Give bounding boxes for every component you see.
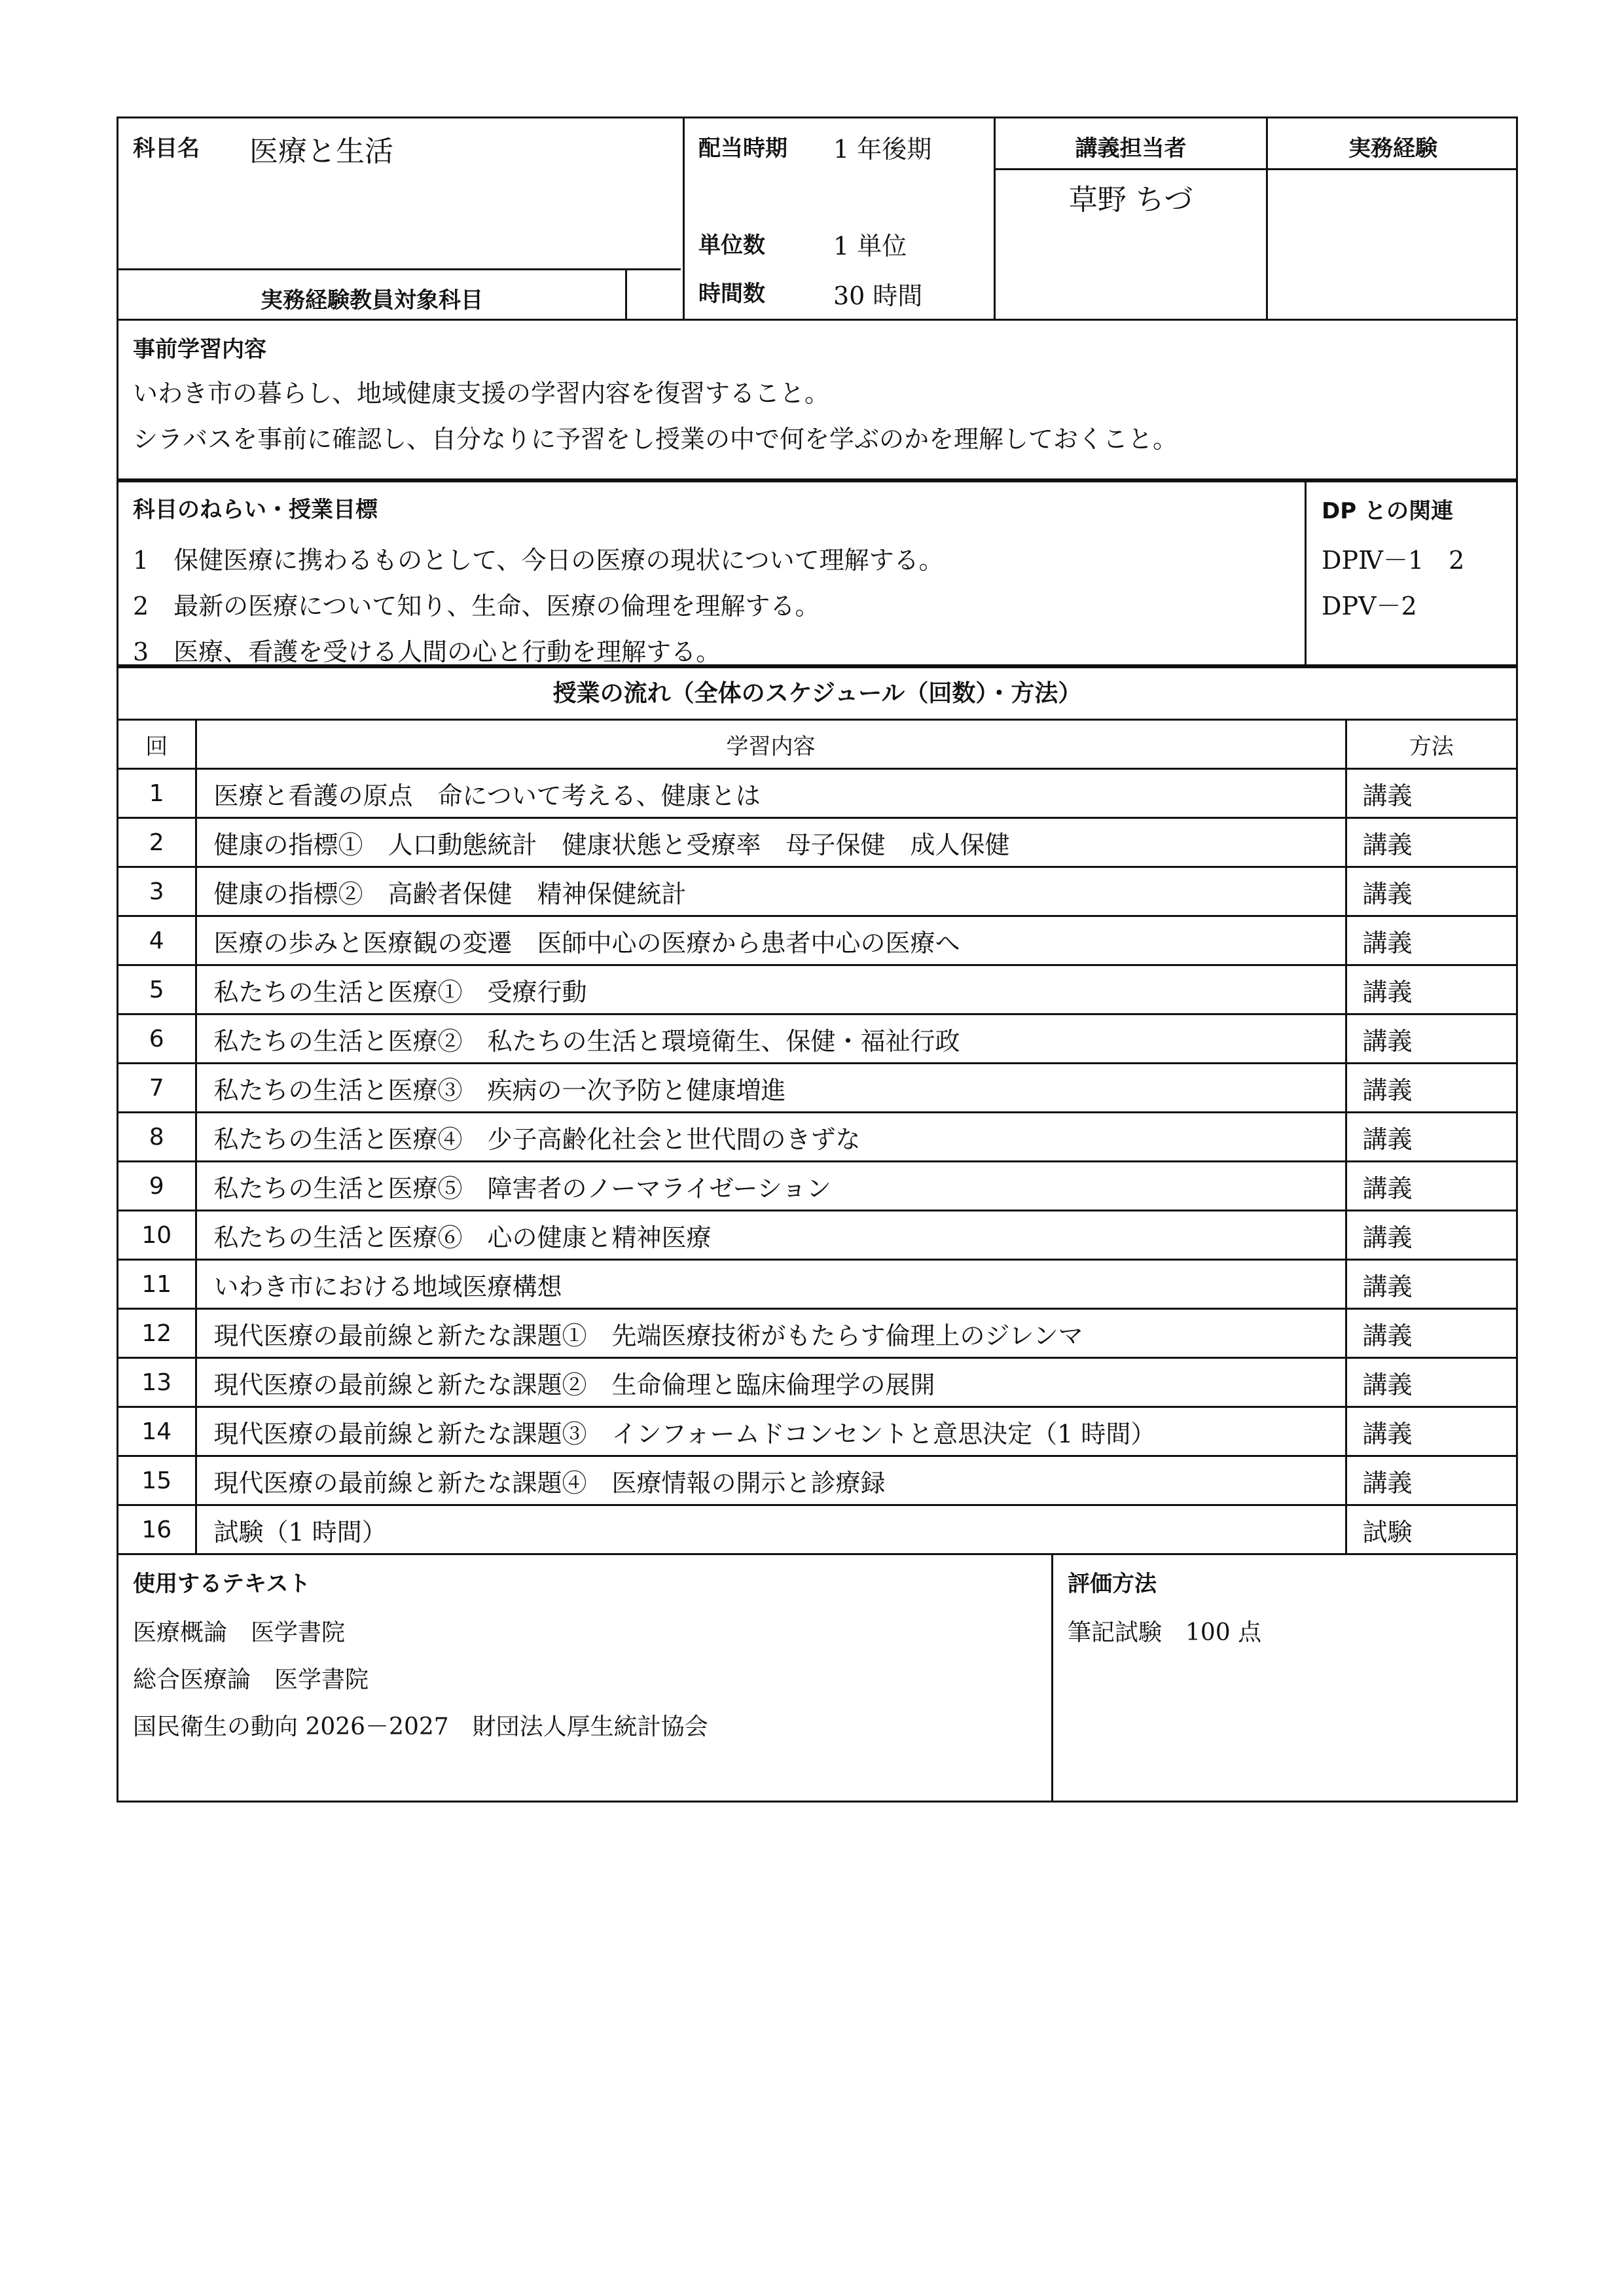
header-block [117, 117, 1518, 321]
prep-block [117, 321, 1518, 480]
table-row [118, 867, 1516, 916]
session-content: 私たちの生活と医療① 受療行動 [196, 965, 1346, 1014]
text-item: 医療概論 医学書院 [133, 1619, 346, 1646]
session-content: いわき市における地域医療構想 [196, 1260, 1346, 1309]
aim-item: 3 医療、看護を受ける人間の心と行動を理解する。 [133, 637, 721, 666]
hours-value: 30 時間 [833, 281, 923, 310]
session-no: 3 [118, 867, 196, 916]
session-content: 試験（1 時間） [196, 1505, 1346, 1554]
session-no: 14 [118, 1407, 196, 1456]
table-row [118, 965, 1516, 1014]
session-method: 講義 [1346, 916, 1516, 965]
evaluation-label: 評価方法 [1068, 1571, 1157, 1597]
session-no: 9 [118, 1162, 196, 1211]
col-content-header: 学習内容 [196, 720, 1346, 769]
schedule-header-row [118, 720, 1516, 769]
table-row [118, 1211, 1516, 1260]
table-row [118, 1064, 1516, 1113]
table-row [118, 1456, 1516, 1505]
aims-label: 科目のねらい・授業目標 [133, 497, 378, 523]
table-row [118, 1505, 1516, 1554]
texts-block [117, 1555, 1518, 1803]
dp-item: DPⅣ－1 2 [1322, 546, 1465, 575]
session-content: 現代医療の最前線と新たな課題③ インフォームドコンセントと意思決定（1 時間） [196, 1407, 1346, 1456]
session-no: 15 [118, 1456, 196, 1505]
session-no: 10 [118, 1211, 196, 1260]
session-content: 私たちの生活と医療② 私たちの生活と環境衛生、保健・福祉行政 [196, 1014, 1346, 1064]
period-value: 1 年後期 [833, 135, 932, 164]
practical-subject-label: 実務経験教員対象科目 [261, 287, 483, 314]
session-no: 6 [118, 1014, 196, 1064]
session-no: 13 [118, 1358, 196, 1407]
credits-value: 1 単位 [833, 232, 907, 260]
session-method: 講義 [1346, 965, 1516, 1014]
dp-label: DP との関連 [1322, 498, 1453, 524]
table-row [118, 1358, 1516, 1407]
session-method: 講義 [1346, 1162, 1516, 1211]
text-item: 総合医療論 医学書院 [133, 1666, 369, 1693]
aims-block [117, 480, 1518, 666]
prep-line: いわき市の暮らし、地域健康支援の学習内容を復習すること。 [133, 379, 830, 408]
table-row [118, 1260, 1516, 1309]
session-no: 4 [118, 916, 196, 965]
session-content: 私たちの生活と医療⑤ 障害者のノーマライゼーション [196, 1162, 1346, 1211]
session-no: 8 [118, 1113, 196, 1162]
instructor-value: 草野 ちづ [1068, 183, 1193, 217]
session-content: 医療と看護の原点 命について考える、健康とは [196, 769, 1346, 818]
table-row [118, 1309, 1516, 1358]
session-method: 講義 [1346, 1407, 1516, 1456]
session-method: 講義 [1346, 818, 1516, 867]
subject-value: 医療と生活 [249, 135, 393, 168]
table-row [118, 769, 1516, 818]
session-content: 現代医療の最前線と新たな課題② 生命倫理と臨床倫理学の展開 [196, 1358, 1346, 1407]
session-method: 講義 [1346, 1309, 1516, 1358]
table-row [118, 1113, 1516, 1162]
prep-line: シラバスを事前に確認し、自分なりに予習をし授業の中で何を学ぶのかを理解しておくこと。 [133, 425, 1178, 454]
schedule-title: 授業の流れ（全体のスケジュール（回数）・方法） [552, 680, 1082, 707]
session-no: 5 [118, 965, 196, 1014]
col-method-header: 方法 [1346, 720, 1516, 769]
hours-label: 時間数 [698, 281, 765, 307]
subject-label: 科目名 [133, 135, 200, 162]
session-no: 11 [118, 1260, 196, 1309]
session-content: 健康の指標① 人口動態統計 健康状態と受療率 母子保健 成人保健 [196, 818, 1346, 867]
table-row [118, 1014, 1516, 1064]
session-method: 講義 [1346, 1113, 1516, 1162]
aim-item: 1 保健医療に携わるものとして、今日の医療の現状について理解する。 [133, 546, 944, 575]
session-content: 現代医療の最前線と新たな課題① 先端医療技術がもたらす倫理上のジレンマ [196, 1309, 1346, 1358]
experience-label: 実務経験 [1348, 135, 1437, 162]
session-method: 講義 [1346, 1358, 1516, 1407]
session-no: 12 [118, 1309, 196, 1358]
table-row [118, 818, 1516, 867]
session-method: 講義 [1346, 1064, 1516, 1113]
schedule-block [117, 666, 1518, 1555]
session-method: 講義 [1346, 1211, 1516, 1260]
evaluation-value: 筆記試験 100 点 [1068, 1619, 1262, 1646]
prep-label: 事前学習内容 [133, 336, 266, 363]
session-content: 私たちの生活と医療④ 少子高齢化社会と世代間のきずな [196, 1113, 1346, 1162]
texts-label: 使用するテキスト [133, 1571, 311, 1597]
dp-item: DPⅤ－2 [1322, 592, 1417, 620]
session-method: 講義 [1346, 1014, 1516, 1064]
credits-label: 単位数 [698, 232, 765, 259]
session-no: 7 [118, 1064, 196, 1113]
session-method: 講義 [1346, 769, 1516, 818]
schedule-table [118, 719, 1516, 1553]
session-no: 2 [118, 818, 196, 867]
session-content: 健康の指標② 高齢者保健 精神保健統計 [196, 867, 1346, 916]
table-row [118, 1162, 1516, 1211]
table-row [118, 1407, 1516, 1456]
session-content: 医療の歩みと医療観の変遷 医師中心の医療から患者中心の医療へ [196, 916, 1346, 965]
session-method: 講義 [1346, 1456, 1516, 1505]
session-method: 試験 [1346, 1505, 1516, 1554]
session-no: 16 [118, 1505, 196, 1554]
instructor-label: 講義担当者 [1075, 135, 1187, 162]
session-no: 1 [118, 769, 196, 818]
syllabus-page [117, 117, 1518, 1803]
col-no-header: 回 [118, 720, 196, 769]
session-method: 講義 [1346, 1260, 1516, 1309]
session-content: 現代医療の最前線と新たな課題④ 医療情報の開示と診療録 [196, 1456, 1346, 1505]
session-method: 講義 [1346, 867, 1516, 916]
period-label: 配当時期 [698, 135, 787, 162]
session-content: 私たちの生活と医療③ 疾病の一次予防と健康増進 [196, 1064, 1346, 1113]
aim-item: 2 最新の医療について知り、生命、医療の倫理を理解する。 [133, 592, 820, 620]
table-row [118, 916, 1516, 965]
text-item: 国民衛生の動向 2026－2027 財団法人厚生統計協会 [133, 1713, 708, 1740]
session-content: 私たちの生活と医療⑥ 心の健康と精神医療 [196, 1211, 1346, 1260]
